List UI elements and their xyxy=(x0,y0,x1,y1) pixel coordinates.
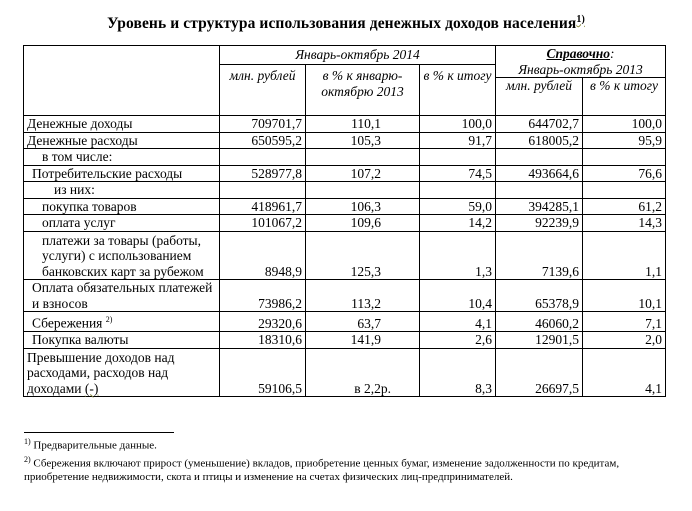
row-label: из них: xyxy=(24,182,220,199)
cell-pct-total: 100,0 xyxy=(420,116,496,133)
header-col-pct-prev: в % к январю-октябрю 2013 xyxy=(306,65,420,116)
cell-pct-total: 2,6 xyxy=(420,332,496,349)
cell-pct-total-ref: 14,3 xyxy=(583,215,666,232)
cell-pct-prev xyxy=(306,182,420,199)
header-col-pct-total-ref: в % к итогу xyxy=(583,78,666,116)
row-label-suffix: (-) xyxy=(84,380,99,396)
cell-mln-ref: 65378,9 xyxy=(496,280,583,312)
table-row xyxy=(24,332,666,349)
table-row xyxy=(24,348,666,397)
row-label xyxy=(24,348,220,397)
cell-pct-total-ref: 2,0 xyxy=(583,332,666,349)
cell-pct-total: 8,3 xyxy=(420,348,496,397)
table-row xyxy=(24,165,666,182)
row-label: Денежные расходы xyxy=(24,132,220,149)
table-row xyxy=(24,231,666,280)
cell-pct-total-ref xyxy=(583,182,666,199)
reference-colon: : xyxy=(610,46,615,61)
cell-pct-total-ref: 4,1 xyxy=(583,348,666,397)
cell-pct-total-ref: 76,6 xyxy=(583,165,666,182)
cell-mln: 8948,9 xyxy=(220,231,306,280)
header-period-current: Январь-октябрь 2014 xyxy=(220,46,496,65)
title-footnote-mark: 1) xyxy=(576,14,585,25)
page-title xyxy=(0,14,692,33)
footnotes xyxy=(24,432,674,485)
table-row xyxy=(24,312,666,332)
header-col-mln: млн. рублей xyxy=(220,65,306,116)
cell-pct-prev: 125,3 xyxy=(306,231,420,280)
cell-pct-total xyxy=(420,182,496,199)
cell-mln-ref: 644702,7 xyxy=(496,116,583,133)
cell-mln-ref: 26697,5 xyxy=(496,348,583,397)
cell-mln-ref: 618005,2 xyxy=(496,132,583,149)
row-label: платежи за товары (работы, услуги) с использованием банковских карт за рубежом xyxy=(24,231,220,280)
reference-period: Январь-октябрь 2013 xyxy=(518,61,643,77)
cell-mln: 101067,2 xyxy=(220,215,306,232)
row-label: Оплата обязательных платежей и взносов xyxy=(24,280,220,312)
cell-mln: 59106,5 xyxy=(220,348,306,397)
table-row xyxy=(24,116,666,133)
table-row xyxy=(24,280,666,312)
reference-label: Справочно xyxy=(546,46,611,61)
cell-pct-total-ref: 1,1 xyxy=(583,231,666,280)
cell-pct-total: 74,5 xyxy=(420,165,496,182)
cell-pct-total-ref: 7,1 xyxy=(583,312,666,332)
row-label: Покупка валюты xyxy=(24,332,220,349)
cell-pct-prev: в 2,2р. xyxy=(306,348,420,397)
table-row xyxy=(24,215,666,232)
cell-mln: 29320,6 xyxy=(220,312,306,332)
row-label: Денежные доходы xyxy=(24,116,220,133)
row-footnote-mark: 2) xyxy=(105,315,113,324)
cell-pct-total: 59,0 xyxy=(420,198,496,215)
cell-pct-prev: 110,1 xyxy=(306,116,420,133)
cell-pct-prev: 107,2 xyxy=(306,165,420,182)
cell-pct-total xyxy=(420,149,496,166)
cell-pct-total: 1,3 xyxy=(420,231,496,280)
cell-mln-ref xyxy=(496,182,583,199)
cell-pct-prev: 113,2 xyxy=(306,280,420,312)
cell-mln-ref: 394285,1 xyxy=(496,198,583,215)
cell-mln: 709701,7 xyxy=(220,116,306,133)
table-row xyxy=(24,149,666,166)
cell-mln xyxy=(220,149,306,166)
cell-mln-ref: 12901,5 xyxy=(496,332,583,349)
footnote-1-text: Предварительные данные. xyxy=(33,439,157,452)
cell-mln: 650595,2 xyxy=(220,132,306,149)
header-reference xyxy=(496,46,666,78)
cell-pct-total-ref xyxy=(583,149,666,166)
footnote-2-mark: 2) xyxy=(24,455,31,465)
header-col-mln-ref: млн. рублей xyxy=(496,78,583,116)
footnote-1-mark: 1) xyxy=(24,437,31,446)
cell-pct-total-ref: 100,0 xyxy=(583,116,666,133)
cell-mln-ref: 493664,6 xyxy=(496,165,583,182)
row-label: в том числе: xyxy=(24,149,220,166)
header-col-pct-total: в % к итогу xyxy=(420,65,496,116)
cell-pct-prev: 63,7 xyxy=(306,312,420,332)
cell-mln-ref xyxy=(496,149,583,166)
footnote-2-text: Сбережения включают прирост (уменьшение) вкладов, приобретение ценных бумаг, изменение задолженности по кредитам, приобретение недвижимости, скота и птицы и изменение на счетах физических лиц-предпринимателей. xyxy=(24,457,620,484)
row-label: Потребительские расходы xyxy=(24,165,220,182)
row-label-text: Сбережения xyxy=(32,315,103,331)
cell-mln: 418961,7 xyxy=(220,198,306,215)
cell-pct-total: 4,1 xyxy=(420,312,496,332)
row-label: покупка товаров xyxy=(24,198,220,215)
table-row xyxy=(24,198,666,215)
cell-mln: 528977,8 xyxy=(220,165,306,182)
footnote-2 xyxy=(24,453,674,485)
cell-pct-prev: 141,9 xyxy=(306,332,420,349)
cell-pct-total-ref: 61,2 xyxy=(583,198,666,215)
footnote-1 xyxy=(24,435,674,453)
cell-pct-prev: 109,6 xyxy=(306,215,420,232)
cell-pct-prev xyxy=(306,149,420,166)
table-row xyxy=(24,132,666,149)
cell-pct-total-ref: 95,9 xyxy=(583,132,666,149)
row-label xyxy=(24,312,220,332)
cell-mln-ref: 46060,2 xyxy=(496,312,583,332)
cell-pct-prev: 105,3 xyxy=(306,132,420,149)
cell-pct-total: 14,2 xyxy=(420,215,496,232)
income-structure-table xyxy=(23,45,666,397)
row-label: оплата услуг xyxy=(24,215,220,232)
title-text: Уровень и структура использования денежных доходов населения xyxy=(107,15,577,33)
cell-mln-ref: 7139,6 xyxy=(496,231,583,280)
table-row xyxy=(24,182,666,199)
row-label-text: Превышение доходов над расходами, расходов над доходами xyxy=(27,349,175,396)
cell-pct-prev: 106,3 xyxy=(306,198,420,215)
cell-mln: 73986,2 xyxy=(220,280,306,312)
cell-mln: 18310,6 xyxy=(220,332,306,349)
cell-mln-ref: 92239,9 xyxy=(496,215,583,232)
footnote-divider xyxy=(24,432,174,433)
cell-pct-total: 10,4 xyxy=(420,280,496,312)
cell-mln xyxy=(220,182,306,199)
header-blank-cell xyxy=(24,46,220,116)
cell-pct-total: 91,7 xyxy=(420,132,496,149)
cell-pct-total-ref: 10,1 xyxy=(583,280,666,312)
